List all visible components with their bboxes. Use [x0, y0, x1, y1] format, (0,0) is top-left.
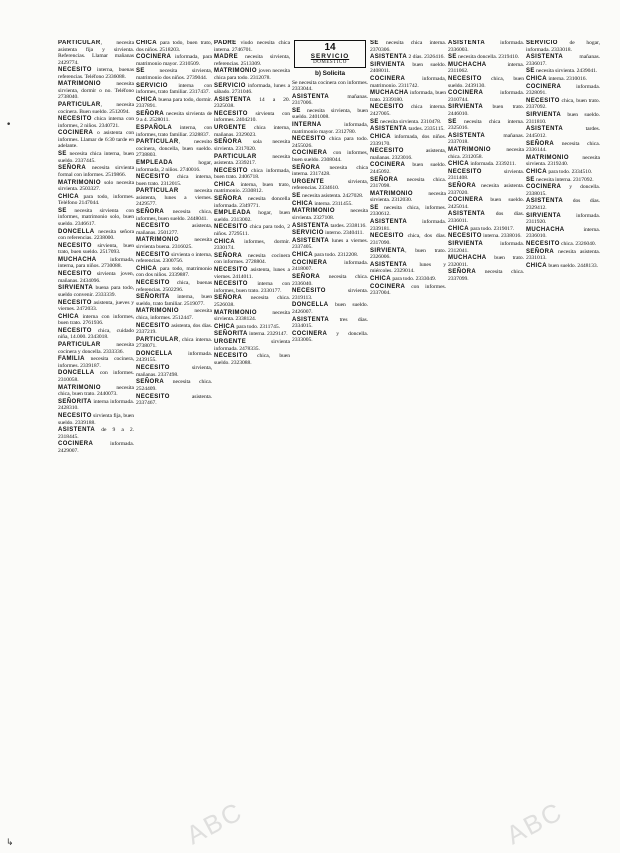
classified-ad: NECESITO sirvienta. 2311408. [448, 168, 524, 182]
classified-ad: MATRIMONIO solo necesita sirvienta. 2503327. [58, 179, 134, 192]
classified-ad: PARTICULAR, necesita cocinera. Buen sueldo. 2512094. [58, 102, 134, 115]
classified-ad: NECESITO asistenta, lunes a viernes. 2414011. [214, 267, 290, 280]
classified-ad: CHICA para todo. 2333049. [370, 275, 437, 282]
classified-ad: NECESITO asistenta, jueves y viernes. 2472033. [58, 299, 134, 312]
classified-ad: COCINERA informada. 2328091. [526, 83, 600, 97]
classified-ad: PARTICULAR necesita cocinera y doncella. 2333336. [58, 342, 134, 355]
classified-ad: SEÑORA necesita chica. 2526038. [214, 295, 290, 308]
margin-mark: • [6, 120, 12, 130]
classified-ad: CHICA para todo. 2312208. [292, 252, 359, 259]
classified-ad: SE necesita chica interna. 2325016. [448, 118, 524, 132]
classified-ad: SEÑORITA interna, buen sueldo, trato familiar. 2519077. [136, 294, 212, 307]
classified-ad: SERVICIO de hogar, informada. 2333018. [526, 40, 600, 53]
section-number: 14 [324, 42, 336, 53]
classified-ad: CHICA informada. 2339211. [448, 161, 516, 168]
classified-ad: MUCHACHA interna. 2336010. [526, 226, 600, 240]
column-5 [370, 40, 446, 838]
classified-ad: ASISTENTA tardes. 2335115. [370, 126, 445, 133]
classified-ad: NECESITO chica. 2326040. [526, 241, 596, 247]
classified-ad: NECESITO chica para todo. 2455026. [292, 136, 368, 149]
column-4 [292, 40, 368, 838]
classified-ad: SIRVIENTA informada. 2311920. [526, 212, 600, 226]
classified-ad: SE necesita doncella. 2319410. [448, 54, 519, 61]
classified-ad: SE necesita chica interna, buen sueldo. 2337445. [58, 151, 134, 164]
classified-ad: COCINERA buen sueldo. 2425014. [448, 197, 524, 210]
classified-ad: NECESITO chica, buen sueldo. 2439130. [448, 76, 524, 89]
classified-ad: SE necesita sirvienta, buen sueldo. 2401008. [292, 107, 368, 121]
classified-ad: NECESITO sirvienta con informes. 2404210. [214, 110, 290, 124]
classified-ad: NECESITO sirvienta. 2319113. [292, 288, 368, 301]
classified-ad: COCINERA informada. 2310744. [448, 90, 524, 103]
classified-ad: ASISTENTA informada. 2339181. [370, 219, 446, 232]
watermark-logo: ABC [501, 795, 568, 851]
classified-ad: PARTICULAR necesita asistenta. 2339217. [214, 153, 290, 166]
classified-ad: SE necesita sirvienta, matrimonio dos niños. 2739044. [136, 68, 212, 81]
classified-ad: PARTICULAR, chica interna. 2738071. [136, 336, 212, 350]
classified-ad: EMPLEADA hogar, informada, 2 niños. 2740016. [136, 160, 212, 173]
classified-ad: COCINERA con informes. 2337004. [370, 283, 446, 297]
classified-ad: SIRVIENTA buen sueldo. 2408011. [370, 61, 446, 75]
classified-ad: SEÑORA necesita doncella informada. 2349771. [214, 196, 290, 209]
classified-ad: COCINERA y doncella. 2333005. [292, 330, 368, 344]
classified-ad: NECESITO sirvienta o interna, referencias. 2300756. [136, 251, 212, 265]
classified-ad: SEÑORA necesita chica. 2336040. [292, 274, 368, 287]
classified-ad: SE necesita asistenta. 2427028. [292, 193, 364, 199]
classified-ad: URGENTE chica interna, mañanas. 2329023. [214, 125, 290, 138]
classified-ad: COCINERA buen sueldo. 2445092. [370, 162, 446, 175]
column-6 [448, 40, 524, 838]
classified-ad: NECESITO chica para todo, 2 niños. 2729511. [214, 224, 290, 237]
classified-ad: CHICA interna, buen trato, matrimonio. 2330812. [214, 181, 290, 195]
classified-ad: CHICA para todo, buen trato, dos niños. 2518203. [136, 40, 212, 53]
classified-ad: DONCELLA con informes. 2310058. [58, 370, 134, 383]
classified-ad: NECESITO chica informada, buen trato. 2406718. [214, 167, 290, 181]
classified-ad: NECESITO sirvienta, buen trato, buen sueldo. 2517093. [58, 242, 134, 256]
classified-ad: NECESITO interna, buenas referencias. Teléfono 2336088. [58, 67, 134, 80]
classified-ad: ASISTENTA mañanas. 2337018. [448, 132, 524, 146]
classified-ad: SE necesita sirvienta. 2310478. [370, 118, 442, 125]
classified-ad: ASISTENTA mañanas. 2317006. [292, 93, 368, 107]
classified-ad: ESPAÑOLA interna, con informes, trato familiar. 2328837. [136, 125, 212, 138]
classified-ad: NECESITO chica, cuidado niña, 14.000. 2343018. [58, 327, 134, 341]
classified-ad: SE necesita chica interna. 2370306. [370, 40, 446, 53]
classified-ad: CHICA para todo. 2334510. [526, 168, 593, 175]
classified-ad: NECESITO chica interna. 2427005. [370, 104, 446, 117]
classified-ad: PARTICULAR, necesita asistenta fija y sirvienta. Referencias. Llamar mañanas 2429774. [58, 40, 134, 66]
classified-ad: EMPLEADA hogar, buen sueldo. 2313002. [214, 210, 290, 223]
classified-ad: NECESITO chica, buen sueldo. 2323088. [214, 353, 290, 366]
classified-ad: PARTICULAR necesita asistenta, lunes a viernes. 2429577. [136, 188, 212, 208]
classified-ad: NECESITO chica interna con informes, 2 niños. 2340721. [58, 116, 134, 129]
classified-ad: SERVICIO interno. 2340411. [292, 230, 364, 237]
classified-ad: SIRVIENTA buen trato. 2446010. [448, 104, 524, 117]
classified-ad: SEÑORA necesita chica. 2317098. [370, 176, 446, 190]
classified-ad: MUCHACHA buen trato. 2320011. [448, 255, 524, 268]
classified-ad: CHICA para todo, matrimonio con dos niños. 2339887. [136, 265, 212, 279]
classified-ad: MATRIMONIO necesita sirvienta. 2338124. [214, 309, 290, 323]
classified-ad: CHICA buena para todo, dormir. 2337891. [136, 96, 212, 110]
classified-ad: CHICA buen sueldo. 2448133. [526, 262, 598, 269]
classified-ad: MATRIMONIO necesita sirvienta, dormir o no. Teléfono 2738040. [58, 81, 134, 101]
classified-ad: ASISTENTA lunes y miércoles. 2329014. [370, 261, 446, 275]
column-2 [136, 40, 212, 838]
classified-columns [58, 40, 606, 838]
classified-ad: NECESITO asistenta. 2337467. [136, 393, 212, 406]
classified-ad: COCINERA informada, para matrimonio mayor. 2310509. [136, 54, 212, 67]
classified-ad: NECESITO asistenta, mañanas. 2323016. [370, 148, 446, 161]
classified-ad: COCINERA o asistenta con informes. Llamar de 6:30 tarde en adelante. [58, 130, 134, 150]
classified-ad: SE necesita sirvienta con informes, matrimonio solo, buen sueldo. 2346617. [58, 207, 134, 227]
classified-ad: ASISTENTA 14 a 20. 2325038. [214, 96, 290, 110]
classified-ad: SIRVIENTA, buen trato. 2326006. [370, 247, 446, 260]
classified-ad: FAMILIA necesita cocinera, informes. 2339187. [58, 356, 134, 369]
classified-ad: URGENTE sirvienta informada. 2478335. [214, 339, 290, 352]
classified-ad: PADRE viudo necesita chica interna. 2746701. [214, 40, 290, 53]
classified-ad: NECESITO chica, buenas referencias. 2502296. [136, 280, 212, 293]
section-header [294, 40, 366, 68]
classified-ad: SEÑORA necesita chica. 2336144. [526, 140, 600, 153]
classified-ad: SEÑORA necesita chica interna. 2317428. [292, 164, 368, 178]
classified-ad: MATRIMONIO necesita sirvienta. 2312030. [370, 190, 446, 204]
classified-ad: MATRIMONIO necesita chica, informes. 2512447. [136, 308, 212, 321]
classified-ad: SEÑORA necesita asistenta. 2331013. [526, 248, 600, 262]
classified-ad: MATRIMONIO necesita chica, buen trato. 2440073. [58, 384, 134, 398]
classified-ad: SEÑORA necesita chica, informes, buen sueldo. 2448041. [136, 209, 212, 222]
classified-ad: INTERNA informada, matrimonio mayor. 2312780. [292, 122, 368, 135]
classified-ad: NECESITO chica, buen trato. 2337092. [526, 97, 600, 111]
classified-ad: SEÑORA necesita sirvienta formal con informes. 2519866. [58, 165, 134, 178]
classified-ad: SEÑORITA interna. 2329147. [214, 331, 288, 338]
classified-ad: COCINERA informada. 2429007. [58, 441, 134, 454]
classified-ad: CHICA interna. 2310016. [526, 76, 587, 83]
classified-ad: SIRVIENTA informada. 2312041. [448, 241, 524, 254]
classified-ad: MATRIMONIO joven necesita chica para todo. 2312078. [214, 68, 290, 81]
classified-ad: MATRIMONIO necesita sirvienta. 2319240. [526, 154, 600, 168]
classified-ad: PARTICULAR, necesito cocinera, doncella, buen sueldo. 2738803. [136, 139, 212, 159]
classified-ad: ASISTENTA mañanas. 2336017. [526, 54, 600, 67]
column-1 [58, 40, 134, 838]
classified-ad: NECESITO sirvienta joven, mañanas. 2434096. [58, 271, 134, 284]
classified-ad: ASISTENTA lunes a viernes. 2337405. [292, 237, 368, 251]
classified-ad: Se necesita cocinera con informes. 2333044. [292, 79, 368, 92]
classified-ad: ASISTENTA de 9 a 2. 2318445. [58, 427, 134, 440]
classified-ad: COCINERA informada, matrimonio. 2311742. [370, 76, 446, 89]
classified-ad: CHICA para todo, informes. Teléfono 2147044. [58, 193, 134, 207]
classified-ad: MATRIMONIO necesita chica. 2312058. [448, 147, 524, 160]
classified-ad: MATRIMONIO necesita sirvienta buena. 2316025. [136, 237, 212, 250]
classified-ad: NECESITO interna. 2338016. [448, 233, 522, 240]
classified-ad: MUCHACHA informada, buen trato. 2339180. [370, 90, 446, 103]
classified-ad: ASISTENTA informada. 2336003. [448, 40, 524, 53]
section-subhead: b) Solicita [315, 70, 345, 77]
classified-ad: CHICA informes, dormir. 2330174. [214, 238, 290, 252]
margin-mark: ↳ [6, 838, 14, 848]
classified-ad: SERVICIO informada, lunes a sábado. 2731046. [214, 82, 290, 96]
classified-ad: SE necesita chica, informes. 2330612. [370, 204, 446, 218]
section-subtitle: DOMESTICO [313, 60, 347, 65]
classified-ad: ASISTENTA dos días. 2329412. [526, 198, 600, 211]
classified-ad: NECESITO chica, dos días. 2317090. [370, 233, 446, 246]
classified-ad: URGENTE sirvienta, referencias. 2334610. [292, 178, 368, 192]
classified-ad: COCINERA con informes, buen sueldo. 2308044. [292, 150, 368, 163]
classified-ad: SIRVIENTA buena para todo, sueldo convenir. 2333339. [58, 285, 134, 298]
classified-ad: SE necesita interna. 2317092. [526, 176, 594, 183]
column-7 [526, 40, 600, 838]
classified-ad: ASISTENTA tres días. 2334015. [292, 316, 368, 330]
classified-ad: NECESITO sirvienta fija, buen sueldo. 2339188. [58, 413, 134, 426]
watermark-logo: ABC [181, 795, 248, 851]
classified-ad: SE necesita sirvienta. 2439041. [526, 68, 598, 75]
classified-ad: CHICA informada, dos niños. 2339170. [370, 134, 446, 147]
classified-ad: NECESITO asistenta, mañanas. 2501277. [136, 223, 212, 236]
classified-ad: ASISTENTA 2 días. 2326416. [370, 54, 445, 61]
classified-ad: MUCHACHA informada, interna, para niños. 2730088. [58, 256, 134, 270]
classified-ad: MATRIMONIO necesita sirvienta. 2327108. [292, 208, 368, 221]
classified-ad: MADRE necesita sirvienta, referencias. 2513309. [214, 54, 290, 67]
classified-ad: DONCELLA necesita señora con referencias. 2238000. [58, 228, 134, 242]
classified-ad: CHICA para todo. 2319017. [448, 225, 515, 232]
classified-ad: CHICA interna con informes, buen trato. 2761936. [58, 313, 134, 327]
classified-ad: COCINERA informada. 2418007. [292, 259, 368, 273]
classified-ad: SEÑORA necesita cocinera con informes. 2728804. [214, 252, 290, 266]
classified-ad: SIRVIENTA buen sueldo. 2311810. [526, 112, 600, 125]
classified-ad: SEÑORA necesita sirvienta de 9 a 4. 2528011. [136, 110, 212, 124]
classified-ad: CHICA para todo. 2311745. [214, 323, 280, 330]
classified-ad: NECESITO asistenta, dos días. 2337219. [136, 322, 212, 336]
classified-ad: MUCHACHA interna. 2311062. [448, 61, 524, 75]
classified-ad: SEÑORA necesita chica. 2524409. [136, 379, 212, 392]
section-title: SERVICIO [310, 53, 350, 60]
classified-ad: DONCELLA informada. 2439155. [136, 350, 212, 364]
classified-ad: ASISTENTA tardes. 2338116. [292, 222, 367, 229]
classified-ad: NECESITO sirvienta, mañanas. 2337498. [136, 365, 212, 378]
classified-ad: ASISTENTA tardes. 2445012. [526, 126, 600, 139]
classified-ad: SEÑORITA interna informada. 2428310. [58, 398, 134, 412]
classified-ad: NECESITO chica interna, buen trato. 2312015. [136, 174, 212, 187]
classified-ad: SEÑORA sola necesita sirvienta. 2317020. [214, 139, 290, 152]
column-4-ads [292, 80, 368, 344]
classified-ad: DONCELLA buen sueldo. 2426007. [292, 302, 368, 315]
column-3 [214, 40, 290, 838]
classified-ad: COCINERA y doncella. 2338015. [526, 184, 600, 197]
classified-ad: SEÑORA necesita asistenta. 2337020. [448, 183, 524, 196]
classified-ad: NECESITO interna con informes, buen trato. 2330177. [214, 281, 290, 294]
classified-ad: ASISTENTA dos días. 2336011. [448, 211, 524, 224]
classified-ad: CHICA interna. 2311455. [292, 200, 353, 207]
classified-ad: SEÑORA necesita chica. 2337099. [448, 269, 524, 282]
classified-ad: SERVICIO interna con informes, trato familiar. 2317437. [136, 82, 212, 96]
